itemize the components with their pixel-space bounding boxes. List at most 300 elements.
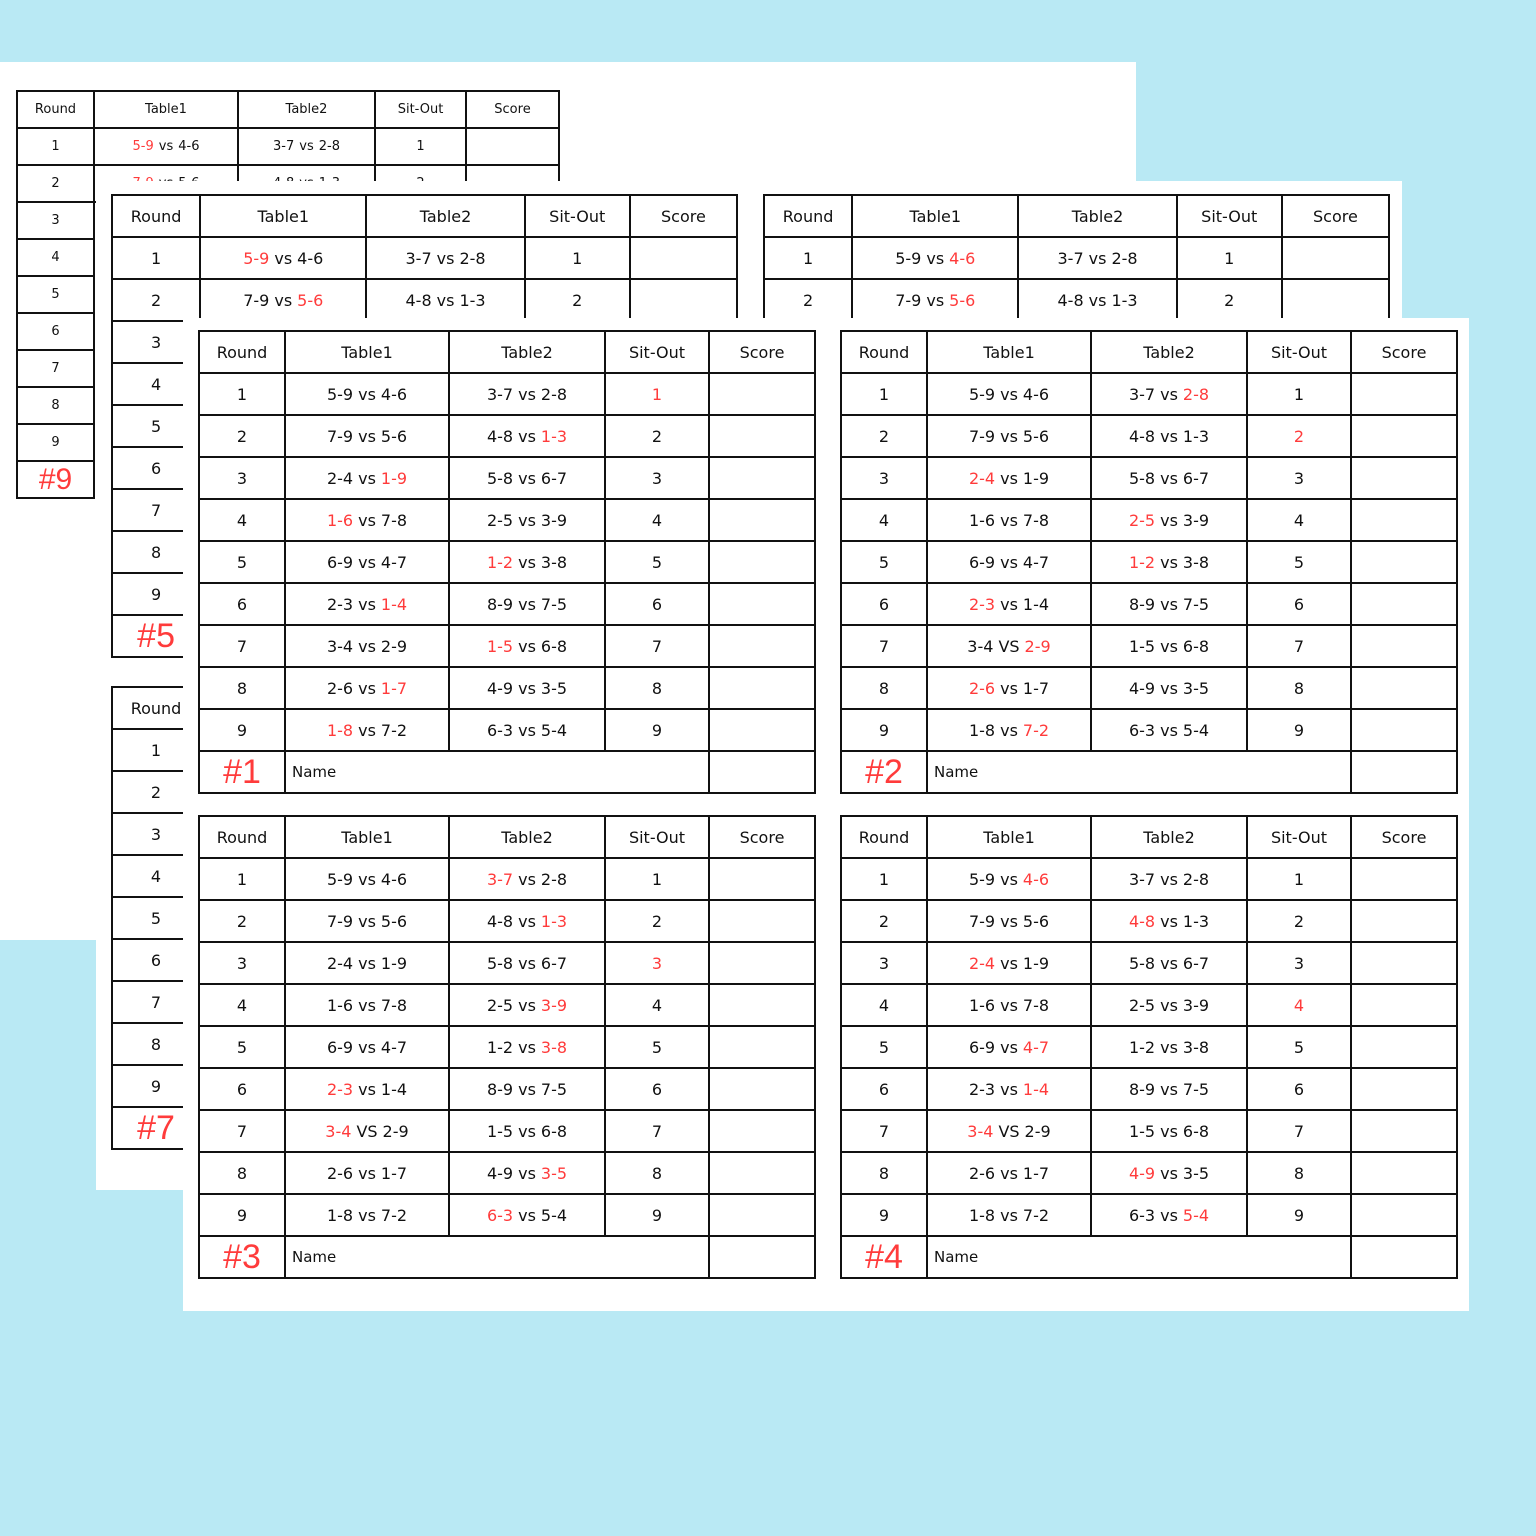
round-number: 1 — [199, 373, 285, 415]
vs-label: vs — [1000, 911, 1018, 931]
table-row — [112, 237, 737, 279]
team-pair: 2-6 — [326, 678, 354, 698]
footer-row — [841, 751, 1457, 793]
vs-label: vs — [518, 720, 536, 740]
score-input[interactable] — [709, 1110, 815, 1152]
table-row — [199, 499, 815, 541]
team-pair: 6-8 — [1182, 636, 1210, 656]
team-pair: 4-9 — [1128, 1163, 1156, 1183]
round-number: 9 — [17, 424, 94, 461]
team-pair: 2-3 — [326, 1079, 354, 1099]
team-pair: 1-3 — [1111, 290, 1138, 310]
table2-match — [1091, 1110, 1247, 1152]
vs-label: vs — [518, 953, 536, 973]
table2-match — [449, 984, 605, 1026]
sheet-number-tag — [199, 1236, 285, 1278]
round-number: 1 — [112, 237, 200, 279]
team-pair: 4-6 — [1022, 384, 1050, 404]
vs-label: VS — [356, 1121, 378, 1141]
table-row — [764, 237, 1389, 279]
header-table2: Table2 — [1091, 331, 1247, 373]
table1-match — [852, 279, 1018, 321]
round-number: 6 — [841, 583, 927, 625]
vs-label: vs — [1000, 510, 1018, 530]
score-input[interactable] — [1351, 858, 1457, 900]
table-row — [841, 1068, 1457, 1110]
team-pair: 2-5 — [1128, 995, 1156, 1015]
score-input[interactable] — [709, 541, 815, 583]
header-table1: Table1 — [927, 816, 1091, 858]
team-pair: 1-5 — [1128, 1121, 1156, 1141]
header-row — [199, 816, 815, 858]
score-input[interactable] — [709, 415, 815, 457]
table1-match — [927, 457, 1091, 499]
table-row — [199, 858, 815, 900]
table1-match — [285, 858, 449, 900]
table-row — [199, 709, 815, 751]
table1-match — [927, 1026, 1091, 1068]
team-pair: 4-8 — [405, 290, 432, 310]
team-pair: 4-8 — [1057, 290, 1084, 310]
table1-match — [285, 583, 449, 625]
score-input[interactable] — [709, 1026, 815, 1068]
table1-match — [285, 1026, 449, 1068]
score-input[interactable] — [709, 1194, 815, 1236]
team-pair: 2-9 — [1024, 1121, 1051, 1141]
team-pair: 3-8 — [540, 1037, 568, 1057]
table2-match — [366, 237, 524, 279]
team-pair: 7-9 — [326, 911, 354, 931]
table2-match — [1091, 499, 1247, 541]
vs-label: vs — [1160, 468, 1178, 488]
header-table2: Table2 — [366, 195, 524, 237]
table1-match — [927, 499, 1091, 541]
score-input[interactable] — [709, 457, 815, 499]
vs-label: vs — [1000, 953, 1018, 973]
round-number: 9 — [112, 1065, 200, 1107]
vs-label: vs — [358, 678, 376, 698]
footer-row — [199, 751, 815, 793]
sit-out-player: 3 — [605, 942, 709, 984]
round-number: 7 — [112, 981, 200, 1023]
sit-out-player: 6 — [1247, 583, 1351, 625]
score-input[interactable] — [1351, 1194, 1457, 1236]
team-pair: 2-5 — [486, 510, 514, 530]
team-pair: 4-8 — [486, 426, 514, 446]
sit-out-player: 3 — [1247, 457, 1351, 499]
team-pair: 4-6 — [297, 248, 324, 268]
vs-label: vs — [358, 995, 376, 1015]
header-sit-out: Sit-Out — [605, 816, 709, 858]
vs-label: vs — [358, 911, 376, 931]
score-input[interactable] — [709, 942, 815, 984]
team-pair: 5-8 — [486, 468, 514, 488]
table2-match — [449, 709, 605, 751]
team-pair: 4-9 — [486, 678, 514, 698]
table-row — [199, 1110, 815, 1152]
vs-label: vs — [518, 1037, 536, 1057]
score-input[interactable] — [709, 625, 815, 667]
table-row — [841, 858, 1457, 900]
vs-label: vs — [358, 510, 376, 530]
score-input[interactable] — [709, 499, 815, 541]
table2-match — [449, 499, 605, 541]
vs-label: vs — [358, 953, 376, 973]
round-number: 8 — [199, 667, 285, 709]
table2-match — [1091, 709, 1247, 751]
team-pair: 6-3 — [1128, 720, 1156, 740]
round-number: 5 — [841, 1026, 927, 1068]
round-number: 5 — [112, 897, 200, 939]
round-number: 5 — [841, 541, 927, 583]
table2-match — [449, 858, 605, 900]
header-score: Score — [709, 816, 815, 858]
vs-label: vs — [1000, 1079, 1018, 1099]
team-pair: 7-9 — [968, 426, 996, 446]
vs-label: vs — [274, 290, 293, 310]
vs-label: VS — [998, 636, 1020, 656]
team-pair: 7-9 — [243, 290, 270, 310]
team-pair: 5-6 — [1022, 426, 1050, 446]
team-pair: 2-5 — [1128, 510, 1156, 530]
round-number: 3 — [841, 457, 927, 499]
vs-label: vs — [358, 384, 376, 404]
table1-match — [285, 984, 449, 1026]
team-pair: 3-7 — [405, 248, 432, 268]
score-input[interactable] — [1351, 709, 1457, 751]
team-pair: 5-6 — [949, 290, 976, 310]
header-table2: Table2 — [449, 331, 605, 373]
table-row — [841, 415, 1457, 457]
table-row — [841, 499, 1457, 541]
score-input[interactable] — [1351, 373, 1457, 415]
player-name-field[interactable]: Name — [927, 1236, 1351, 1278]
score-input[interactable] — [709, 1068, 815, 1110]
team-pair: 7-5 — [540, 594, 568, 614]
team-pair: 7-8 — [1022, 995, 1050, 1015]
table-row — [841, 942, 1457, 984]
total-score-field[interactable] — [709, 751, 815, 793]
team-pair: 2-8 — [540, 384, 568, 404]
round-number: 2 — [112, 771, 200, 813]
team-pair: 2-8 — [1111, 248, 1138, 268]
round-number: 2 — [199, 415, 285, 457]
footer-row — [199, 1236, 815, 1278]
header-sit-out: Sit-Out — [525, 195, 630, 237]
round-number: 2 — [841, 415, 927, 457]
table2-match — [449, 1194, 605, 1236]
team-pair: 2-8 — [459, 248, 486, 268]
player-name-field[interactable]: Name — [285, 751, 709, 793]
sit-out-player: 6 — [605, 583, 709, 625]
sit-out-player: 3 — [1247, 942, 1351, 984]
table2-match — [449, 415, 605, 457]
round-number: 8 — [17, 387, 94, 424]
round-number: 6 — [841, 1068, 927, 1110]
header-table1: Table1 — [927, 331, 1091, 373]
sit-out-player: 1 — [605, 373, 709, 415]
score-input[interactable] — [1351, 583, 1457, 625]
round-number: 2 — [841, 900, 927, 942]
team-pair: 4-8 — [486, 911, 514, 931]
round-number: 5 — [199, 1026, 285, 1068]
vs-label: vs — [518, 678, 536, 698]
score-input[interactable] — [630, 237, 737, 279]
team-pair: 5-6 — [297, 290, 324, 310]
table-row — [199, 984, 815, 1026]
header-row — [17, 91, 559, 128]
sheet-number-tag — [199, 751, 285, 793]
score-input[interactable] — [1351, 900, 1457, 942]
round-number: 7 — [841, 625, 927, 667]
table2-match — [1091, 667, 1247, 709]
table1-match — [927, 1068, 1091, 1110]
sheet-tag: #4 — [865, 1238, 903, 1276]
table1-match — [927, 1110, 1091, 1152]
score-input[interactable] — [1351, 499, 1457, 541]
team-pair: 3-4 — [967, 636, 994, 656]
team-pair: 1-8 — [326, 720, 354, 740]
player-name-field[interactable]: Name — [285, 1236, 709, 1278]
team-pair: 7-5 — [540, 1079, 568, 1099]
total-score-field[interactable] — [1351, 751, 1457, 793]
team-pair: 3-4 — [326, 636, 354, 656]
score-input[interactable] — [630, 279, 737, 321]
score-input[interactable] — [709, 984, 815, 1026]
sit-out-player: 7 — [605, 1110, 709, 1152]
header-row — [112, 195, 737, 237]
vs-label: vs — [1160, 510, 1178, 530]
team-pair: 5-8 — [1128, 953, 1156, 973]
score-input[interactable] — [1351, 1152, 1457, 1194]
table2-match — [1091, 1068, 1247, 1110]
team-pair: 6-8 — [540, 636, 568, 656]
score-input[interactable] — [1351, 984, 1457, 1026]
team-pair: 1-2 — [486, 552, 514, 572]
score-input[interactable] — [466, 128, 559, 165]
vs-label: vs — [1000, 468, 1018, 488]
header-score: Score — [1351, 816, 1457, 858]
team-pair: 3-5 — [540, 1163, 568, 1183]
score-input[interactable] — [1351, 541, 1457, 583]
sit-out-player: 9 — [605, 1194, 709, 1236]
vs-label: vs — [1160, 720, 1178, 740]
team-pair: 4-7 — [1022, 1037, 1050, 1057]
score-input[interactable] — [709, 583, 815, 625]
team-pair: 5-6 — [1022, 911, 1050, 931]
page-front — [183, 318, 1469, 1311]
team-pair: 4-8 — [1128, 426, 1156, 446]
team-pair: 1-8 — [968, 1205, 996, 1225]
vs-label: vs — [1000, 869, 1018, 889]
vs-label: vs — [436, 248, 455, 268]
round-number: 1 — [764, 237, 852, 279]
table1-match — [927, 942, 1091, 984]
table2-match — [1018, 237, 1176, 279]
vs-label: vs — [1160, 869, 1178, 889]
team-pair: 3-7 — [273, 139, 295, 154]
team-pair: 5-4 — [540, 720, 568, 740]
sit-out-player: 8 — [605, 1152, 709, 1194]
table-row — [841, 583, 1457, 625]
score-input[interactable] — [1351, 1068, 1457, 1110]
team-pair: 1-4 — [1022, 594, 1050, 614]
sheet-tag: #3 — [223, 1238, 261, 1276]
round-number: 3 — [17, 202, 94, 239]
round-number: 7 — [112, 489, 200, 531]
table1-match — [927, 541, 1091, 583]
header-sit-out: Sit-Out — [1247, 816, 1351, 858]
team-pair: 7-8 — [380, 510, 408, 530]
table1-match — [200, 279, 366, 321]
team-pair: 3-9 — [1182, 995, 1210, 1015]
vs-label: vs — [518, 552, 536, 572]
sheet-1 — [198, 330, 816, 794]
table-row — [199, 541, 815, 583]
table2-match — [449, 457, 605, 499]
header-sit-out: Sit-Out — [605, 331, 709, 373]
vs-label: vs — [1160, 1037, 1178, 1057]
team-pair: 7-5 — [1182, 594, 1210, 614]
team-pair: 1-4 — [380, 594, 408, 614]
team-pair: 5-9 — [968, 384, 996, 404]
team-pair: 1-3 — [1182, 911, 1210, 931]
sit-out-player: 9 — [1247, 1194, 1351, 1236]
vs-label: vs — [358, 1205, 376, 1225]
team-pair: 7-9 — [895, 290, 922, 310]
score-input[interactable] — [1351, 942, 1457, 984]
score-input[interactable] — [1282, 279, 1389, 321]
sit-out-player: 2 — [605, 415, 709, 457]
team-pair: 5-9 — [895, 248, 922, 268]
round-number: 5 — [112, 405, 200, 447]
score-input[interactable] — [1351, 1110, 1457, 1152]
round-number: 2 — [199, 900, 285, 942]
sheet-number-tag — [17, 461, 94, 498]
score-input[interactable] — [709, 858, 815, 900]
table2-match — [449, 1068, 605, 1110]
table2-match — [449, 373, 605, 415]
score-input[interactable] — [1351, 1026, 1457, 1068]
score-input[interactable] — [1351, 457, 1457, 499]
table2-match — [1091, 1152, 1247, 1194]
header-score: Score — [1351, 331, 1457, 373]
sheet-number-tag — [841, 751, 927, 793]
table-row — [199, 457, 815, 499]
vs-label: vs — [518, 869, 536, 889]
team-pair: 1-5 — [486, 1121, 514, 1141]
header-round: Round — [841, 816, 927, 858]
vs-label: vs — [1000, 552, 1018, 572]
round-number: 8 — [841, 667, 927, 709]
team-pair: 6-9 — [968, 1037, 996, 1057]
team-pair: 5-9 — [132, 139, 154, 154]
round-number: 4 — [841, 984, 927, 1026]
table2-match — [1091, 415, 1247, 457]
table1-match — [285, 1110, 449, 1152]
round-number: 1 — [841, 858, 927, 900]
sheet-tag: #7 — [137, 1109, 175, 1147]
team-pair: 3-8 — [1182, 552, 1210, 572]
sit-out-player: 2 — [1247, 415, 1351, 457]
team-pair: 6-8 — [1182, 1121, 1210, 1141]
round-number: 1 — [17, 128, 94, 165]
total-score-field[interactable] — [1351, 1236, 1457, 1278]
vs-label: vs — [358, 869, 376, 889]
score-input[interactable] — [1351, 415, 1457, 457]
team-pair: 3-8 — [540, 552, 568, 572]
table2-match — [1091, 984, 1247, 1026]
table2-match — [1091, 625, 1247, 667]
score-input[interactable] — [1351, 667, 1457, 709]
vs-label: vs — [1160, 678, 1178, 698]
table-row — [841, 541, 1457, 583]
table1-match — [285, 1194, 449, 1236]
team-pair: 2-3 — [968, 594, 996, 614]
round-number: 7 — [199, 1110, 285, 1152]
table2-match — [449, 942, 605, 984]
score-input[interactable] — [709, 1152, 815, 1194]
table-row — [199, 373, 815, 415]
team-pair: 4-6 — [380, 384, 408, 404]
vs-label: vs — [518, 1079, 536, 1099]
sit-out-player: 2 — [1177, 279, 1282, 321]
team-pair: 3-9 — [1182, 510, 1210, 530]
score-input[interactable] — [709, 373, 815, 415]
vs-label: vs — [358, 594, 376, 614]
score-input[interactable] — [709, 667, 815, 709]
team-pair: 7-2 — [1022, 1205, 1050, 1225]
team-pair: 6-3 — [1128, 1205, 1156, 1225]
sit-out-player: 1 — [1247, 373, 1351, 415]
team-pair: 1-6 — [968, 510, 996, 530]
table2-match — [1091, 1194, 1247, 1236]
round-number: 4 — [199, 984, 285, 1026]
team-pair: 5-6 — [380, 426, 408, 446]
sit-out-player: 9 — [1247, 709, 1351, 751]
team-pair: 2-4 — [968, 468, 996, 488]
vs-label: vs — [1000, 594, 1018, 614]
sit-out-player: 5 — [1247, 1026, 1351, 1068]
vs-label: vs — [518, 636, 536, 656]
vs-label: vs — [1088, 248, 1107, 268]
player-name-field[interactable]: Name — [927, 751, 1351, 793]
score-input[interactable] — [709, 900, 815, 942]
team-pair: 6-9 — [326, 552, 354, 572]
round-number: 7 — [17, 350, 94, 387]
table2-match — [238, 128, 375, 165]
vs-label: vs — [1000, 1037, 1018, 1057]
sit-out-player: 4 — [605, 984, 709, 1026]
total-score-field[interactable] — [709, 1236, 815, 1278]
score-input[interactable] — [1282, 237, 1389, 279]
sit-out-player: 2 — [605, 900, 709, 942]
sit-out-player: 5 — [605, 1026, 709, 1068]
sheet-4 — [840, 815, 1458, 1279]
round-number: 7 — [841, 1110, 927, 1152]
header-row — [764, 195, 1389, 237]
team-pair: 5-8 — [486, 953, 514, 973]
score-input[interactable] — [709, 709, 815, 751]
header-table2: Table2 — [1091, 816, 1247, 858]
round-number: 9 — [199, 709, 285, 751]
vs-label: vs — [358, 1079, 376, 1099]
header-table1: Table1 — [285, 331, 449, 373]
team-pair: 3-9 — [540, 510, 568, 530]
score-input[interactable] — [1351, 625, 1457, 667]
header-score: Score — [466, 91, 559, 128]
round-number: 3 — [112, 813, 200, 855]
